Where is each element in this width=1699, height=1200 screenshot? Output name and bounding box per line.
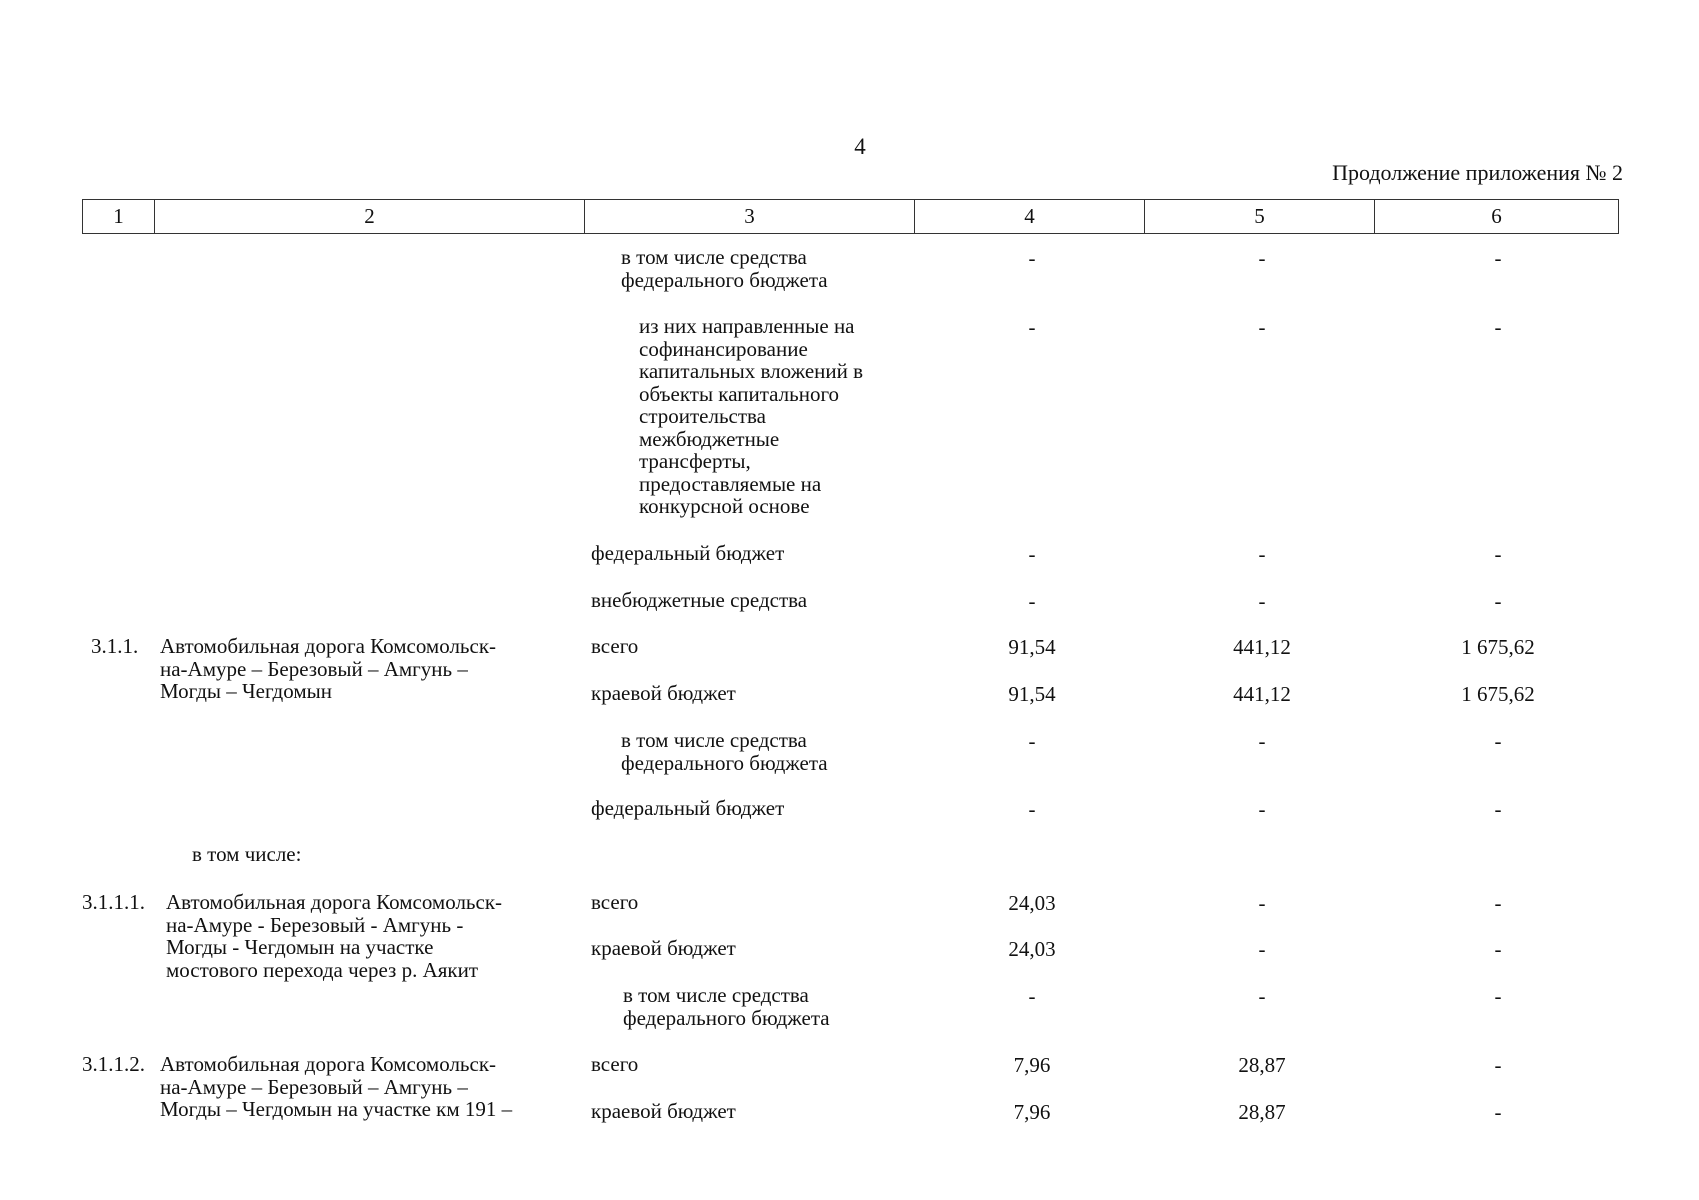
row-13-col5: 28,87	[1238, 1100, 1286, 1124]
row-4-source: всего	[591, 634, 639, 658]
row-12-col5: 28,87	[1238, 1053, 1286, 1077]
row-9-name: Автомобильная дорога Комсомольск- на-Амуре - Березовый - Амгунь - Могды - Чегдомын на участке мостового перехода через р. Аякит	[166, 890, 503, 982]
row-7-source: федеральный бюджет	[591, 796, 785, 820]
row-11-col6: -	[1494, 984, 1502, 1008]
row-5-col6: 1 675,62	[1461, 682, 1535, 706]
row-5-source: краевой бюджет	[591, 681, 736, 705]
row-13-col4: 7,96	[1013, 1100, 1051, 1124]
header-col-2: 2	[155, 200, 585, 233]
table-header	[82, 199, 1619, 234]
row-13-col6: -	[1494, 1100, 1502, 1124]
header-col-3: 3	[585, 200, 915, 233]
row-3-col4: -	[1028, 589, 1036, 613]
row-1-col4: -	[1028, 315, 1036, 339]
row-2-source: федеральный бюджет	[591, 541, 785, 565]
row-11-source: в том числе средства федерального бюджета	[623, 983, 830, 1030]
row-12-name: Автомобильная дорога Комсомольск- на-Амуре – Березовый – Амгунь – Могды – Чегдомын на участке км 191 –	[160, 1052, 513, 1121]
row-1-source: из них направленные на софинансирование капитальных вложений в объекты капитального строительства межбюджетные трансферты, предоставляемые на конкурсной основе	[639, 314, 864, 518]
row-4-col5: 441,12	[1233, 635, 1291, 659]
header-col-4: 4	[915, 200, 1145, 233]
continuation-label: Продолжение приложения № 2	[1332, 160, 1623, 185]
row-4-name: Автомобильная дорога Комсомольск- на-Амуре – Березовый – Амгунь – Могды – Чегдомын	[160, 634, 497, 703]
row-12-col6: -	[1494, 1053, 1502, 1077]
row-9-source: всего	[591, 890, 639, 914]
header-col-5: 5	[1145, 200, 1375, 233]
row-9-col5: -	[1258, 891, 1266, 915]
row-7-col5: -	[1258, 797, 1266, 821]
row-2-col6: -	[1494, 542, 1502, 566]
row-11-col4: -	[1028, 984, 1036, 1008]
header-col-6: 6	[1491, 204, 1502, 228]
row-7-col4: -	[1028, 797, 1036, 821]
row-9-col6: -	[1494, 891, 1502, 915]
row-3-col6: -	[1494, 589, 1502, 613]
row-1-col5: -	[1258, 315, 1266, 339]
row-2-col4: -	[1028, 542, 1036, 566]
row-11-col5: -	[1258, 984, 1266, 1008]
row-5-col5: 441,12	[1233, 682, 1291, 706]
row-6-col6: -	[1494, 729, 1502, 753]
row-0-col4: -	[1028, 246, 1036, 270]
row-10-col4: 24,03	[1008, 937, 1056, 961]
row-2-col5: -	[1258, 542, 1266, 566]
row-10-col6: -	[1494, 937, 1502, 961]
row-9-number: 3.1.1.1.	[82, 890, 145, 914]
row-3-source: внебюджетные средства	[591, 588, 808, 612]
row-3-col5: -	[1258, 589, 1266, 613]
row-4-number: 3.1.1.	[91, 634, 139, 658]
header-col-1: 1	[83, 200, 155, 233]
row-5-col4: 91,54	[1008, 682, 1056, 706]
row-8-subheading: в том числе:	[192, 842, 302, 866]
row-10-col5: -	[1258, 937, 1266, 961]
row-9-col4: 24,03	[1008, 891, 1056, 915]
row-12-source: всего	[591, 1052, 639, 1076]
row-12-number: 3.1.1.2.	[82, 1052, 145, 1076]
row-1-col6: -	[1494, 315, 1502, 339]
row-13-source: краевой бюджет	[591, 1099, 736, 1123]
row-12-col4: 7,96	[1013, 1053, 1051, 1077]
row-6-col5: -	[1258, 729, 1266, 753]
row-0-col5: -	[1258, 246, 1266, 270]
row-6-source: в том числе средства федерального бюджета	[621, 728, 828, 775]
row-7-col6: -	[1494, 797, 1502, 821]
row-4-col4: 91,54	[1008, 635, 1056, 659]
row-10-source: краевой бюджет	[591, 936, 736, 960]
row-0-source: в том числе средства федерального бюджета	[621, 245, 828, 292]
row-4-col6: 1 675,62	[1461, 635, 1535, 659]
row-6-col4: -	[1028, 729, 1036, 753]
page-number: 4	[854, 134, 866, 159]
row-0-col6: -	[1494, 246, 1502, 270]
